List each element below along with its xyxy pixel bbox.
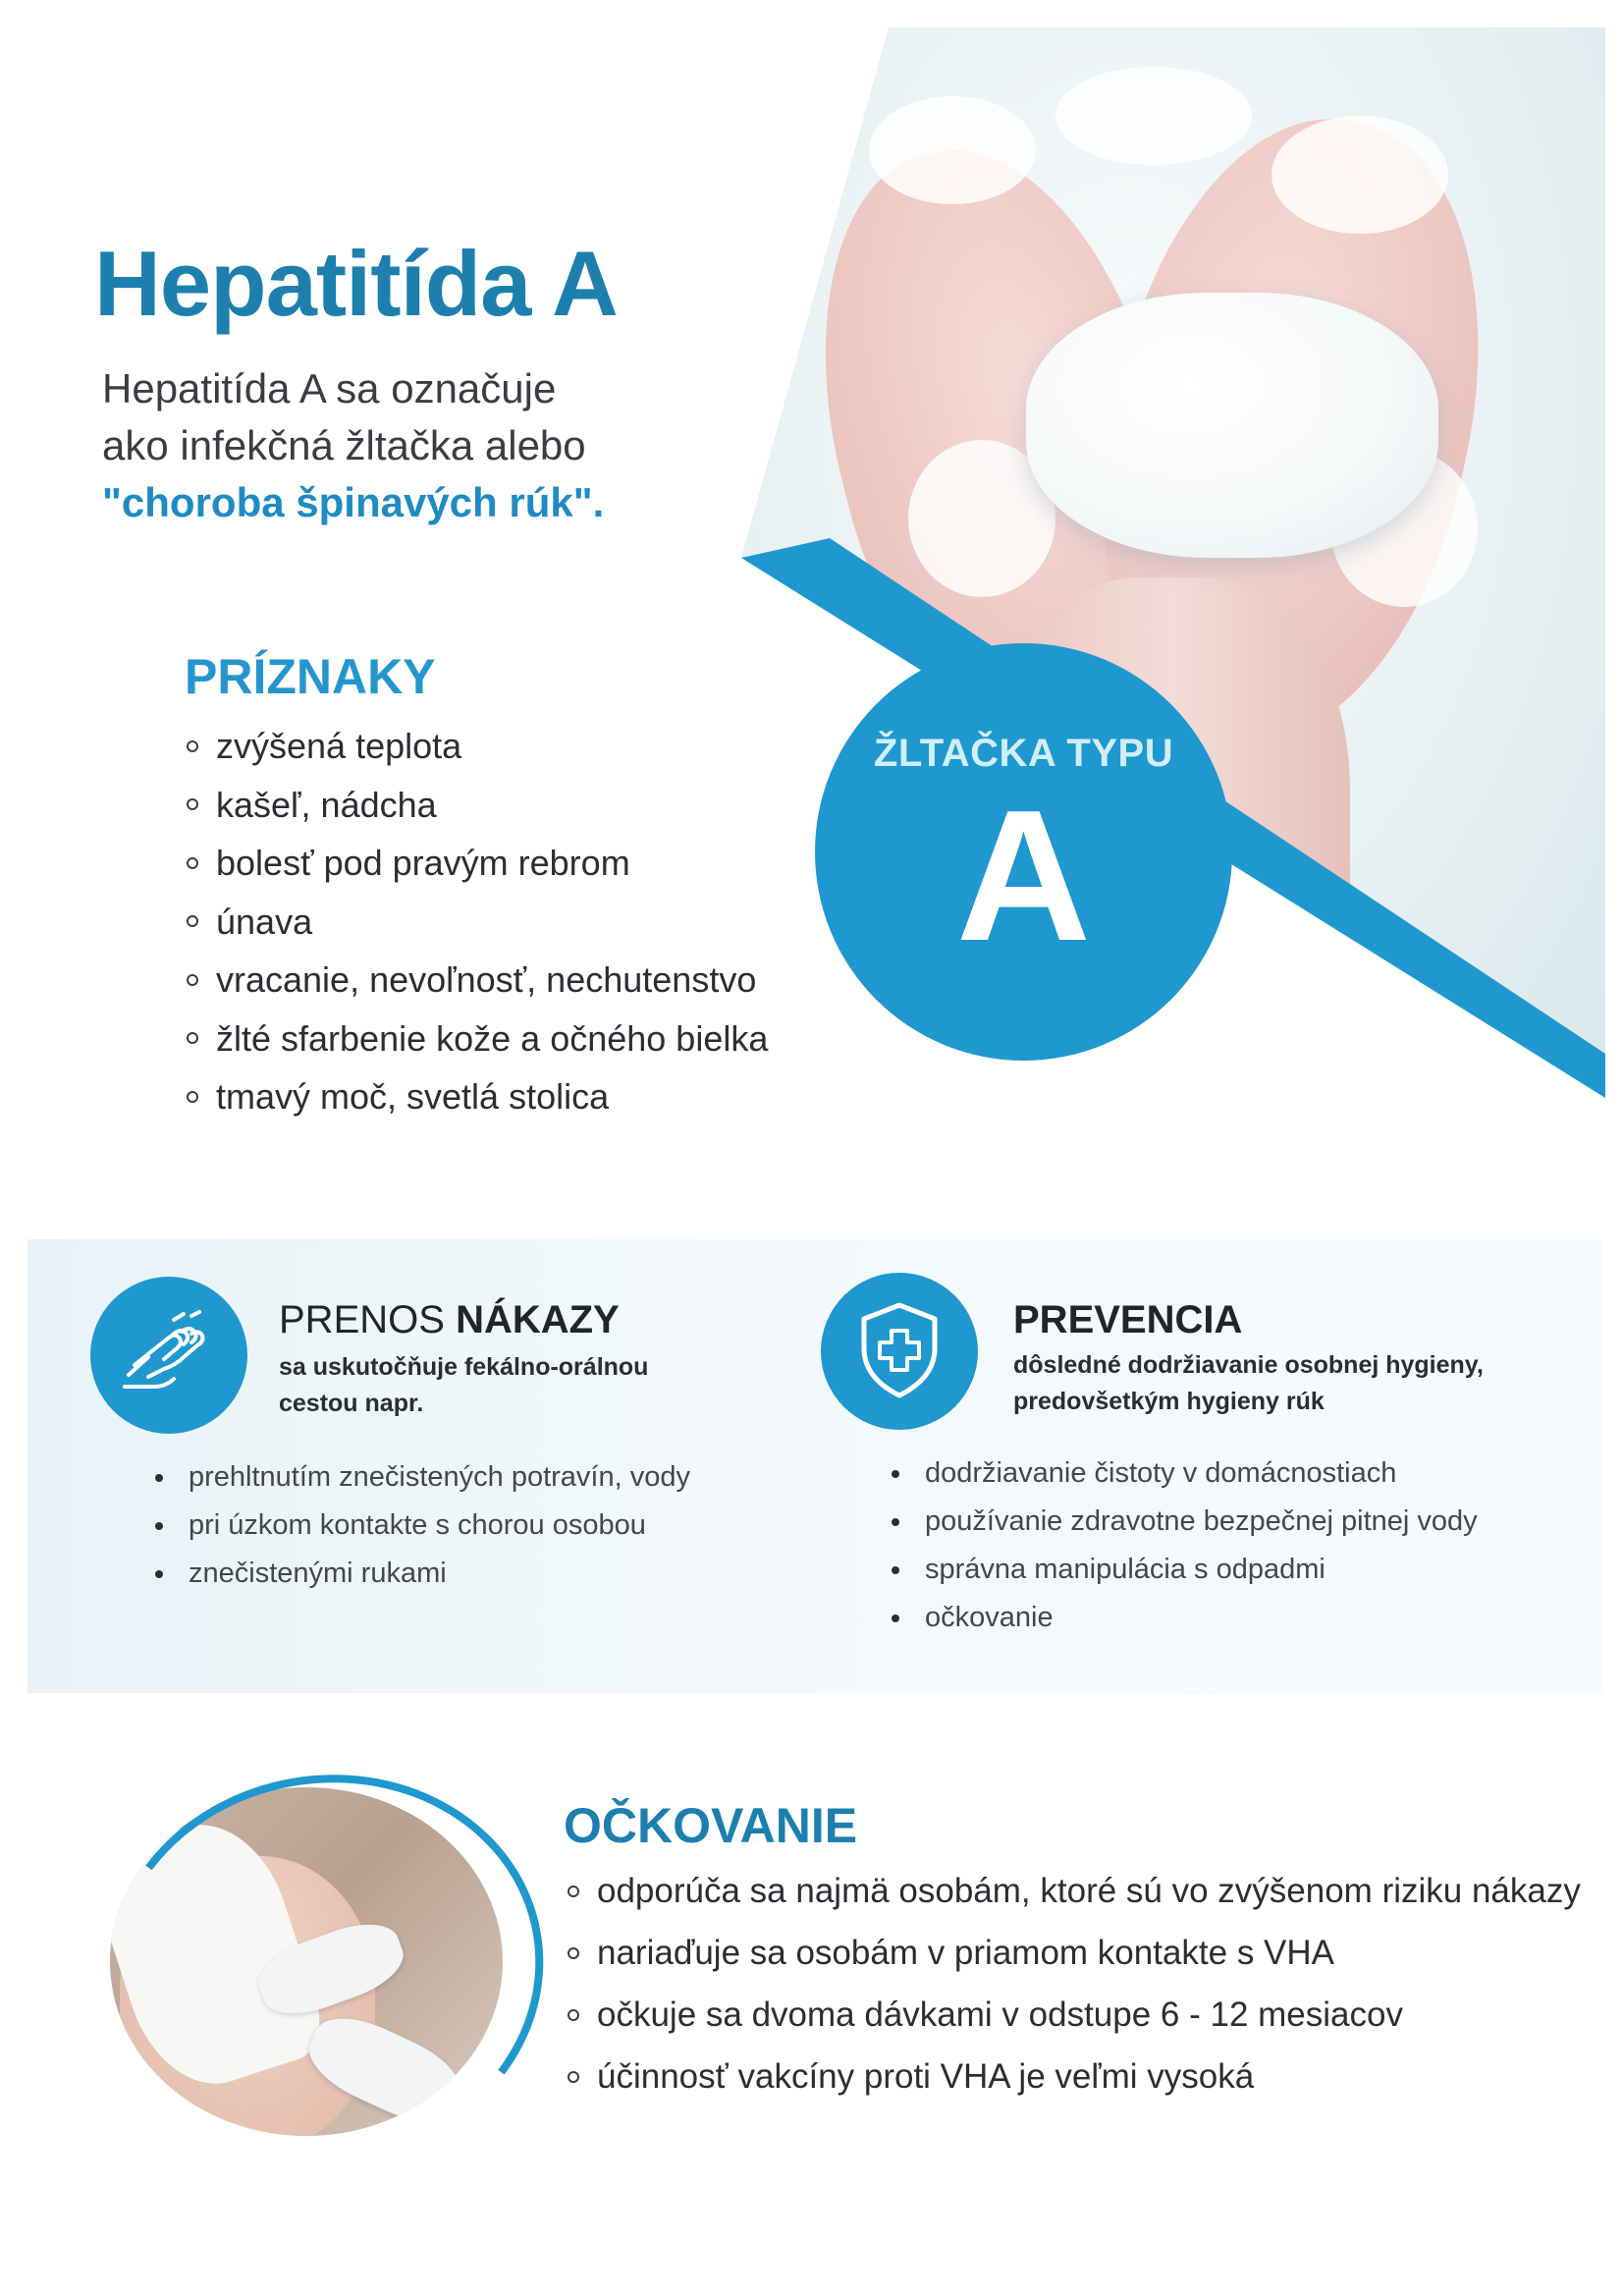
transmission-title [279,1298,620,1342]
intro-line-2: ako infekčná žltačka alebo [102,422,586,468]
transmission-title-normal: PRENOS [279,1298,445,1341]
prevention-list [886,1449,1478,1642]
soap-foam [869,96,1036,204]
intro-line-3: "choroba špinavých rúk". [102,479,605,525]
symptom-item: kašeľ, nádcha [187,776,768,835]
badge-letter: A [955,772,1092,980]
symptom-item: vracanie, nevoľnosť, nechutenstvo [187,951,768,1010]
transmission-title-bold: NÁKAZY [456,1298,620,1341]
symptom-item: tmavý moč, svetlá stolica [187,1067,768,1126]
hands-icon [90,1277,247,1434]
transmission-item: znečistenými rukami [149,1550,690,1598]
vaccination-heading: OČKOVANIE [564,1798,858,1853]
symptoms-heading: PRÍZNAKY [185,649,436,704]
transmission-item: prehltnutím znečistených potravín, vody [149,1453,690,1502]
page-title: Hepatitída A [94,232,618,335]
soap-foam [1055,67,1252,165]
soap-bar [1026,293,1438,558]
vaccination-item: očkuje sa dvoma dávkami v odstupe 6 - 12 mesiacov [568,1984,1581,2046]
transmission-list [149,1453,690,1598]
prevention-item: používanie zdravotne bezpečnej pitnej vody [886,1498,1478,1546]
vaccination-list [568,1860,1581,2107]
transmission-subtitle: sa uskutočňuje fekálno-orálnou cestou napr. [279,1353,649,1417]
symptom-item: zvýšená teplota [187,717,768,776]
decorative-arc [76,1740,574,2199]
symptom-item: žlté sfarbenie kože a očného bielka [187,1010,768,1068]
medical-shield-icon [821,1273,978,1430]
prevention-item: očkovanie [886,1594,1478,1642]
transmission-item: pri úzkom kontakte s chorou osobou [149,1502,690,1550]
symptom-item: bolesť pod pravým rebrom [187,834,768,893]
vaccination-item: nariaďuje sa osobám v priamom kontakte s VHA [568,1922,1581,1984]
vaccination-item: odporúča sa najmä osobám, ktoré sú vo zvýšenom riziku nákazy [568,1860,1581,1922]
prevention-title: PREVENCIA [1013,1298,1243,1341]
vaccination-item: účinnosť vakcíny proti VHA je veľmi vysoká [568,2046,1581,2107]
symptom-item: únava [187,893,768,952]
intro-line-1: Hepatitída A sa označuje [102,365,557,411]
prevention-subtitle: dôsledné dodržiavanie osobnej hygieny, predovšetkým hygieny rúk [1013,1351,1484,1415]
prevention-item: dodržiavanie čistoty v domácnostiach [886,1449,1478,1498]
prevention-item: správna manipulácia s odpadmi [886,1546,1478,1594]
hepatitis-type-badge [815,643,1232,1061]
soap-foam [1271,116,1448,234]
badge-label: ŽLTAČKA TYPU [873,732,1174,775]
symptoms-list [187,717,768,1126]
